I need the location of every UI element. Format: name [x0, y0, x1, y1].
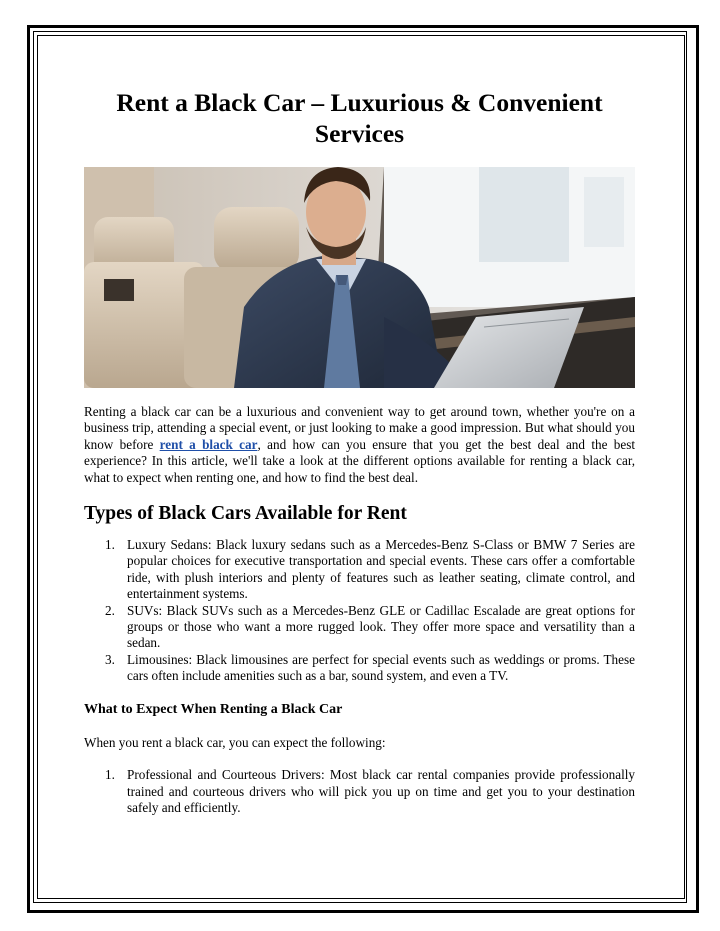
- document-content: [84, 87, 635, 816]
- section-heading-types: Types of Black Cars Available for Rent: [84, 503, 407, 525]
- list-item-number: 1.: [105, 537, 115, 553]
- list-item-text: Professional and Courteous Drivers: Most black car rental companies provide professionally trained and courteous drivers who will pick you up on time and get you to your destination safely and efficiently.: [127, 767, 635, 815]
- list-item-number: 3.: [105, 651, 115, 667]
- expect-list: [84, 767, 635, 816]
- list-item: [84, 767, 635, 816]
- list-item: [84, 652, 635, 685]
- hero-photo: [84, 167, 635, 388]
- rent-black-car-link[interactable]: rent a black car: [159, 436, 258, 452]
- page-title: Rent a Black Car – Luxurious & Convenient Services: [116, 88, 603, 148]
- list-item-number: 2.: [105, 602, 115, 618]
- intro-text-before: Renting a black car can be a luxurious and convenient way to get around town, whether you're on a business trip, attending a special event, or just looking to make a good impression. But what should you know before: [84, 404, 635, 452]
- expect-lead-paragraph: When you rent a black car, you can expect the following:: [84, 734, 386, 750]
- list-item: [84, 603, 635, 652]
- list-item-text: Luxury Sedans: Black luxury sedans such as a Mercedes-Benz S-Class or BMW 7 Series are popular choices for executive transportation and special events. These cars offer a comfortable ride, with plush interiors and plenty of features such as leather seating, climate control, and entertainment systems.: [127, 537, 635, 602]
- list-item-text: Limousines: Black limousines are perfect for special events such as weddings or proms. These cars often include amenities such as a bar, sound system, and even a TV.: [127, 651, 635, 684]
- car-types-list: [84, 537, 635, 685]
- list-item-text: SUVs: Black SUVs such as a Mercedes-Benz GLE or Cadillac Escalade are great options for groups or those who want a more rugged look. They offer more space and versatility than a sedan.: [127, 602, 635, 651]
- list-item: [84, 537, 635, 603]
- list-item-number: 1.: [105, 767, 115, 783]
- intro-paragraph: [84, 404, 635, 486]
- intro-text-after: , and how can you ensure that you get the best deal and the best experience? In this article, we'll take a look at the different options available for renting a black car, what to expect when renting one, and how to find the best deal.: [84, 436, 635, 485]
- section-heading-expect: What to Expect When Renting a Black Car: [84, 701, 343, 717]
